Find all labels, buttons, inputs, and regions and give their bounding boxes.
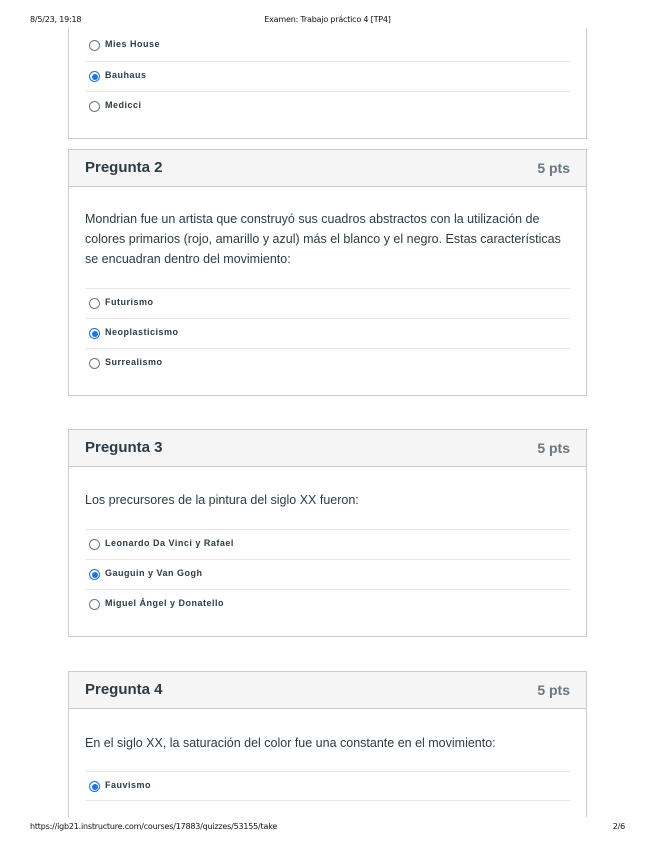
radio-button[interactable]	[89, 358, 100, 369]
answer-label: Bauhaus	[105, 70, 147, 80]
radio-button[interactable]	[89, 539, 100, 550]
radio-button[interactable]	[89, 71, 100, 82]
radio-button[interactable]	[89, 298, 100, 309]
answer-label: Gauguin y Van Gogh	[105, 568, 203, 578]
question-header	[69, 430, 586, 467]
answer-option[interactable]	[85, 529, 570, 559]
answer-label: Neoplasticismo	[105, 327, 179, 337]
radio-button[interactable]	[89, 781, 100, 792]
answer-option[interactable]	[85, 61, 570, 91]
question-2-card	[68, 149, 587, 396]
answer-option[interactable]	[85, 559, 570, 589]
radio-button[interactable]	[89, 599, 100, 610]
answer-label: Leonardo Da Vinci y Rafael	[105, 538, 234, 548]
radio-button[interactable]	[89, 40, 100, 51]
question-title: Pregunta 4	[85, 681, 163, 698]
radio-button[interactable]	[89, 569, 100, 580]
answer-label: Fauvismo	[105, 780, 152, 790]
question-text: En el siglo XX, la saturación del color fue una constante en el movimiento:	[85, 736, 496, 750]
question-points: 5 pts	[537, 682, 570, 698]
question-text: Los precursores de la pintura del siglo XX fueron:	[85, 493, 359, 507]
print-header	[0, 15, 655, 27]
question-1-card	[68, 28, 587, 139]
question-header	[69, 150, 586, 187]
answer-label: Surrealismo	[105, 357, 163, 367]
radio-button[interactable]	[89, 101, 100, 112]
answer-option[interactable]	[85, 31, 570, 61]
question-4-card	[68, 671, 587, 817]
question-points: 5 pts	[537, 440, 570, 456]
question-3-card	[68, 429, 587, 637]
question-title: Pregunta 3	[85, 439, 163, 456]
answer-option[interactable]	[85, 589, 570, 619]
answer-option[interactable]	[85, 318, 570, 348]
print-datetime: 8/5/23, 19:18	[30, 15, 82, 24]
print-footer	[0, 822, 655, 834]
question-points: 5 pts	[537, 160, 570, 176]
radio-button[interactable]	[89, 328, 100, 339]
answer-option[interactable]	[85, 348, 570, 378]
answer-label: Futurismo	[105, 297, 154, 307]
page-url: https://igb21.instructure.com/courses/17883/quizzes/53155/take	[30, 822, 278, 831]
answer-option[interactable]	[85, 91, 570, 121]
answer-label: Mies House	[105, 39, 161, 49]
print-page-title: Examen: Trabajo práctico 4 [TP4]	[264, 15, 391, 24]
question-title: Pregunta 2	[85, 159, 163, 176]
question-text: Mondrian fue un artista que construyó sus cuadros abstractos con la utilización de colores primarios (rojo, amarillo y azul) más el blanco y el negro. Estas características se encuadran dentro del movimiento:	[85, 212, 561, 266]
answer-label: Miguel Ángel y Donatello	[105, 598, 225, 608]
answer-option[interactable]	[85, 771, 570, 801]
question-header	[69, 672, 586, 709]
answer-option[interactable]	[85, 288, 570, 318]
page-number: 2/6	[612, 822, 625, 831]
answer-label: Medicci	[105, 100, 142, 110]
